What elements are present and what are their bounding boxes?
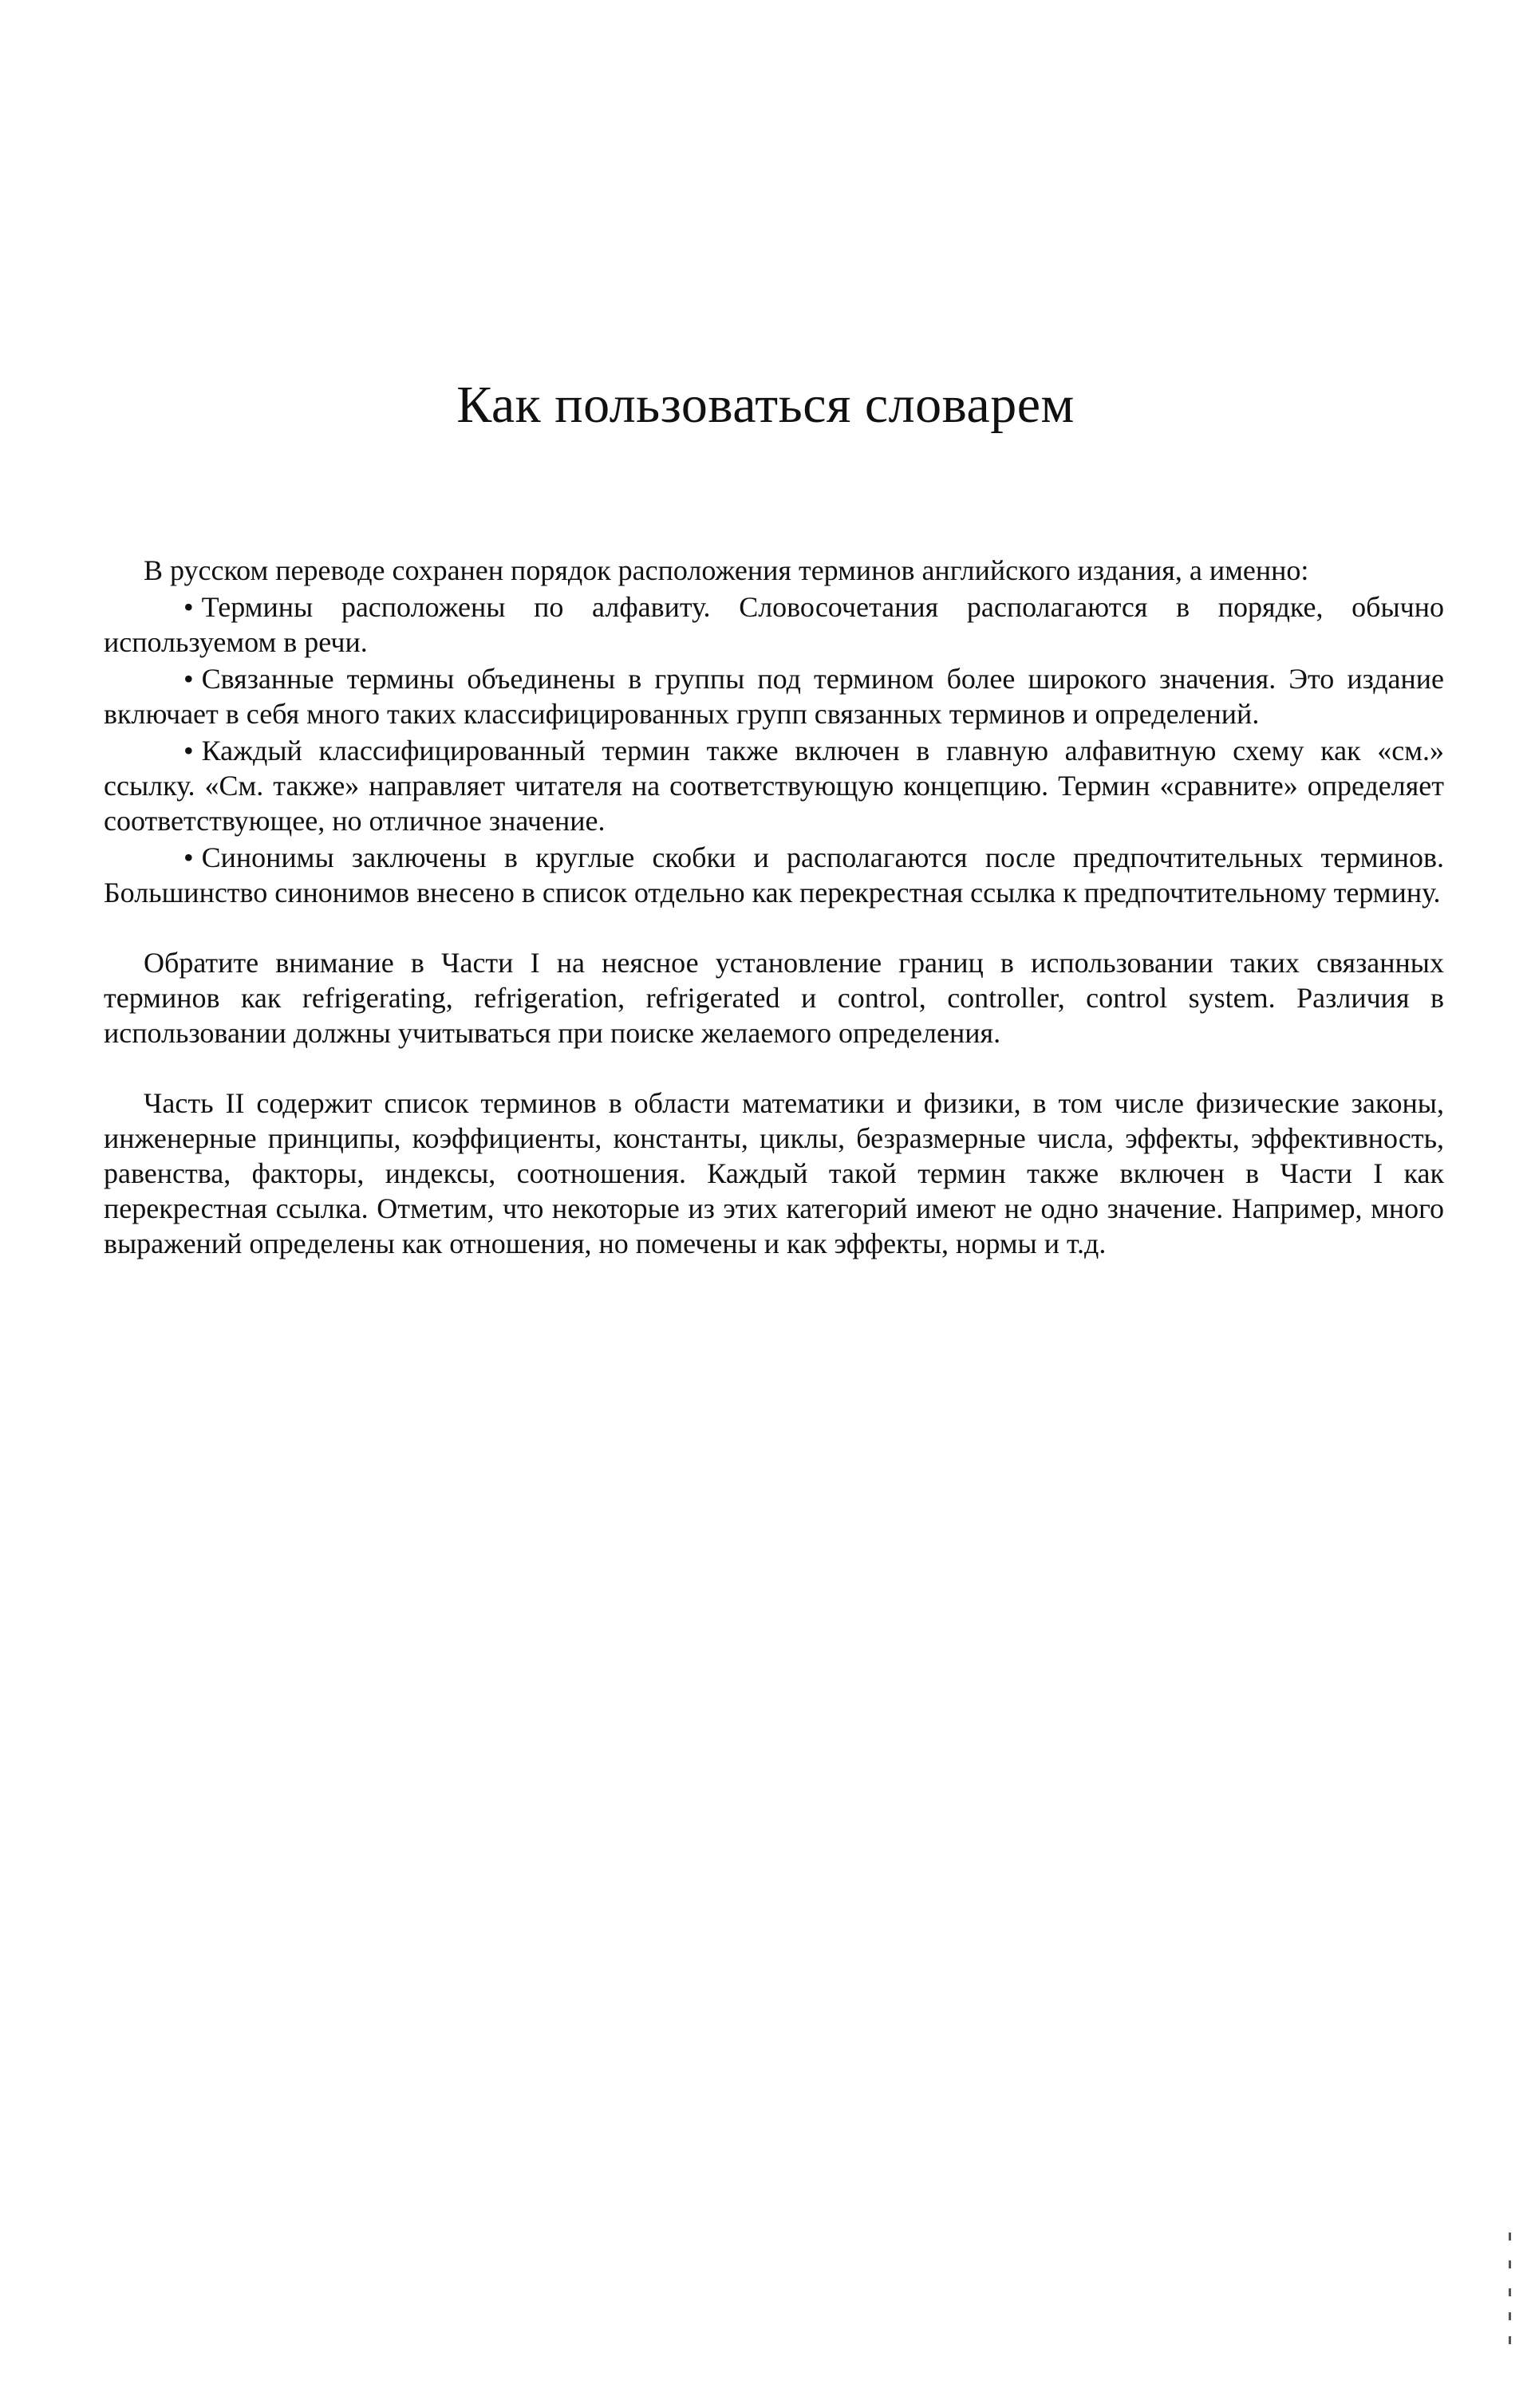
bullet-text: Связанные термины объединены в группы под термином более широкого значения. Это издание включает в себя много таких классифицированных групп связанных терминов и определений. bbox=[104, 663, 1444, 730]
bullet-text: Каждый классифицированный термин также включен в главную алфавитную схему как «см.» ссылку. «См. также» направляет читателя на соответствующую концепцию. Термин «сравните» определяет соответствующее, но отличное значение. bbox=[104, 735, 1444, 837]
bullet-text: Термины расположены по алфавиту. Словосочетания располагаются в порядке, обычно используемом в речи. bbox=[104, 591, 1444, 658]
part-one-paragraph: Обратите внимание в Части I на неясное установление границ в использовании таких связанных терминов как refrigerating, refrigeration, refrigerated и control, controller, control system. Различия в использовании должны учитываться при поиске желаемого определения. bbox=[104, 947, 1444, 1049]
scan-mark bbox=[1509, 2260, 1511, 2268]
part-two-paragraph: Часть II содержит список терминов в области математики и физики, в том числе физические законы, инженерные принципы, коэффициенты, константы, циклы, безразмерные числа, эффекты, эффективность, равенства, факторы, индексы, соотношения. Каждый такой термин также включен в Части I как перекрестная ссылка. Отметим, что некоторые из этих категорий имеют не одно значение. Например, много выражений определены как отношения, но помечены и как эффекты, нормы и т.д. bbox=[104, 1087, 1444, 1259]
scan-mark bbox=[1509, 2233, 1511, 2241]
bullet-text: Синонимы заключены в круглые скобки и располагаются после предпочтительных терминов. Большинство синонимов внесено в список отдельно как перекрестная ссылка к предпочтительному термину. bbox=[104, 841, 1444, 908]
bullet-marker: • bbox=[183, 841, 194, 873]
scan-mark bbox=[1509, 2312, 1511, 2320]
scan-mark bbox=[1509, 2288, 1511, 2296]
bullet-item-4 bbox=[104, 840, 1444, 910]
bullet-marker: • bbox=[183, 735, 194, 767]
scan-mark bbox=[1509, 2336, 1511, 2344]
bullet-marker: • bbox=[183, 663, 194, 695]
bullet-marker: • bbox=[183, 591, 194, 623]
bullet-item-2 bbox=[104, 661, 1444, 731]
bullet-item-1 bbox=[104, 589, 1444, 660]
page-title: Как пользоваться словарем bbox=[456, 376, 1075, 434]
intro-paragraph: В русском переводе сохранен порядок расположения терминов английского издания, а именно: bbox=[144, 554, 1309, 586]
scan-edge-marks bbox=[1509, 2233, 1515, 2352]
page-content bbox=[104, 553, 1444, 1261]
bullet-item-3 bbox=[104, 733, 1444, 838]
